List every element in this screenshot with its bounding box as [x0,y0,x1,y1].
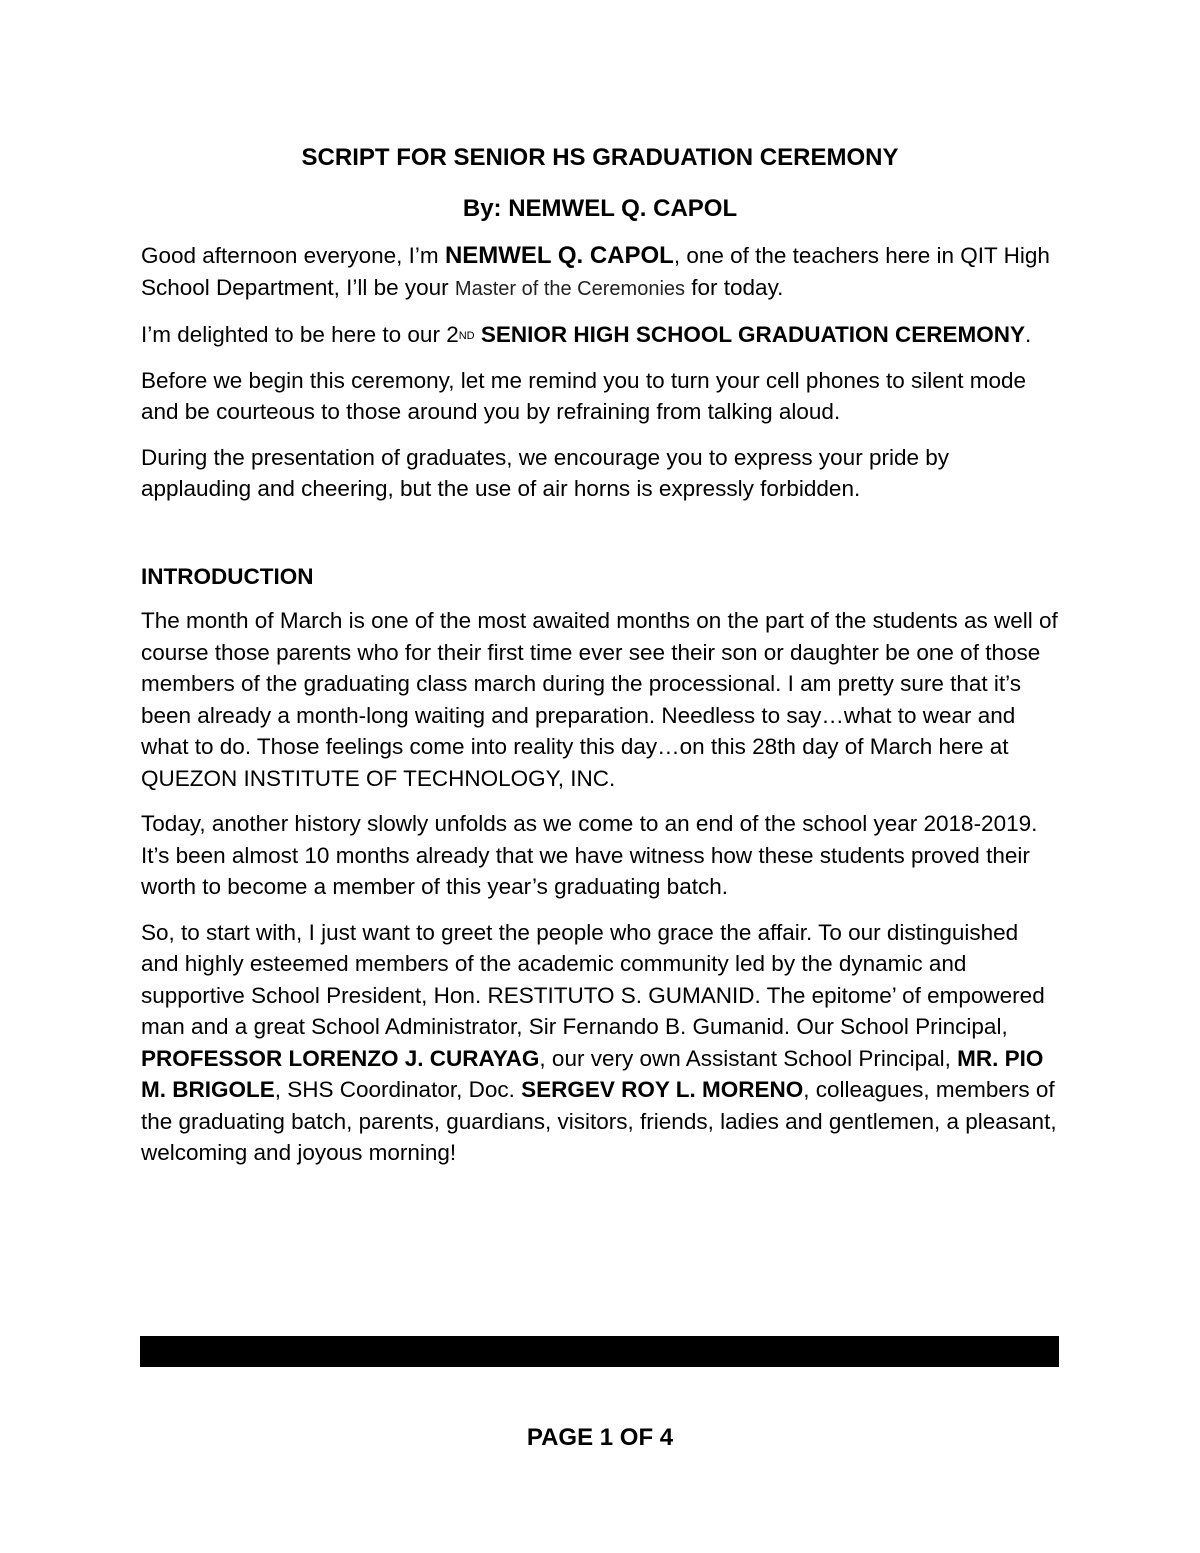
delighted-text-c: . [1025,322,1032,347]
guests-text-c: , SHS Coordinator, Doc. [274,1077,522,1102]
section-heading-introduction: INTRODUCTION [141,563,314,589]
document-body [141,138,1059,1183]
guests-text-b: , our very own Assistant School Principal, [539,1045,958,1071]
document-byline: By: NEMWEL Q. CAPOL [462,195,738,222]
guests-text-d: , colleagues, members of the graduating batch, parents, guardians, visitors, friends, ladies and gentlemen, a pleasant, welcoming and joyous morning! [141,1077,1057,1165]
coordinator-name: SERGEV ROY L. MORENO [521,1077,804,1102]
greeting-text-b: , one of the teachers here in QIT High School Department, I’ll be your [141,243,1050,300]
mc-name: NEMWEL Q. CAPOL [444,242,674,269]
paragraph-greetings-guests [141,917,1059,1169]
mc-role: Master of the Ceremonies [454,277,686,300]
paragraph-phones: Before we begin this ceremony, let me remind you to turn your cell phones to silent mode and be courteous to those around you by refraining from talking aloud. [141,367,1027,424]
greeting-text-a: Good afternoon everyone, I’m [141,243,445,268]
guests-text-a: So, to start with, I just want to greet the people who grace the affair. To our distinguished and highly esteemed members of the academic community led by the dynamic and supportive School President, Hon. RESTITUTO S. GUMANID. The epitome’ of empowered man and a great School Administrator, Sir Fernando B. Gumanid. Our School Principal, [141,919,1045,1039]
assistant-principal-name: MR. PIO M. BRIGOLE [141,1045,1044,1102]
paragraph-delighted [141,319,1059,351]
paragraph-greeting [141,240,1059,305]
spacer [141,519,1059,561]
principal-name: PROFESSOR LORENZO J. CURAYAG [141,1045,540,1071]
paragraph-applause: During the presentation of graduates, we encourage you to express your pride by applauding and cheering, but the use of air horns is expressly forbidden. [141,444,949,501]
delighted-text-a: I’m delighted to be here to our 2 [141,322,459,347]
ordinal-suffix: ND [458,330,475,342]
paragraph-march: The month of March is one of the most awaited months on the part of the students as well of course those parents who for their first time ever see their son or daughter be one of those members of the graduating class march during the processional. I am pretty sure that it’s been already a month-long waiting and preparation. Needless to say…what to wear and what to do. Those feelings come into reality this day…on this 28th day of March here at QUEZON INSTITUTE OF TECHNOLOGY, INC. [141,608,1058,791]
paragraph-history: Today, another history slowly unfolds as we come to an end of the school year 2018-2019. It’s been almost 10 months already that we have witness how these students proved their worth to become a member of this year’s graduating batch. [141,811,1038,899]
greeting-text-c: for today. [685,274,784,300]
document-title: SCRIPT FOR SENIOR HS GRADUATION CEREMONY [301,144,899,171]
black-divider-bar [140,1336,1059,1367]
ceremony-name: SENIOR HIGH SCHOOL GRADUATION CEREMONY [474,322,1026,347]
page-footer: PAGE 1 OF 4 [526,1424,674,1451]
